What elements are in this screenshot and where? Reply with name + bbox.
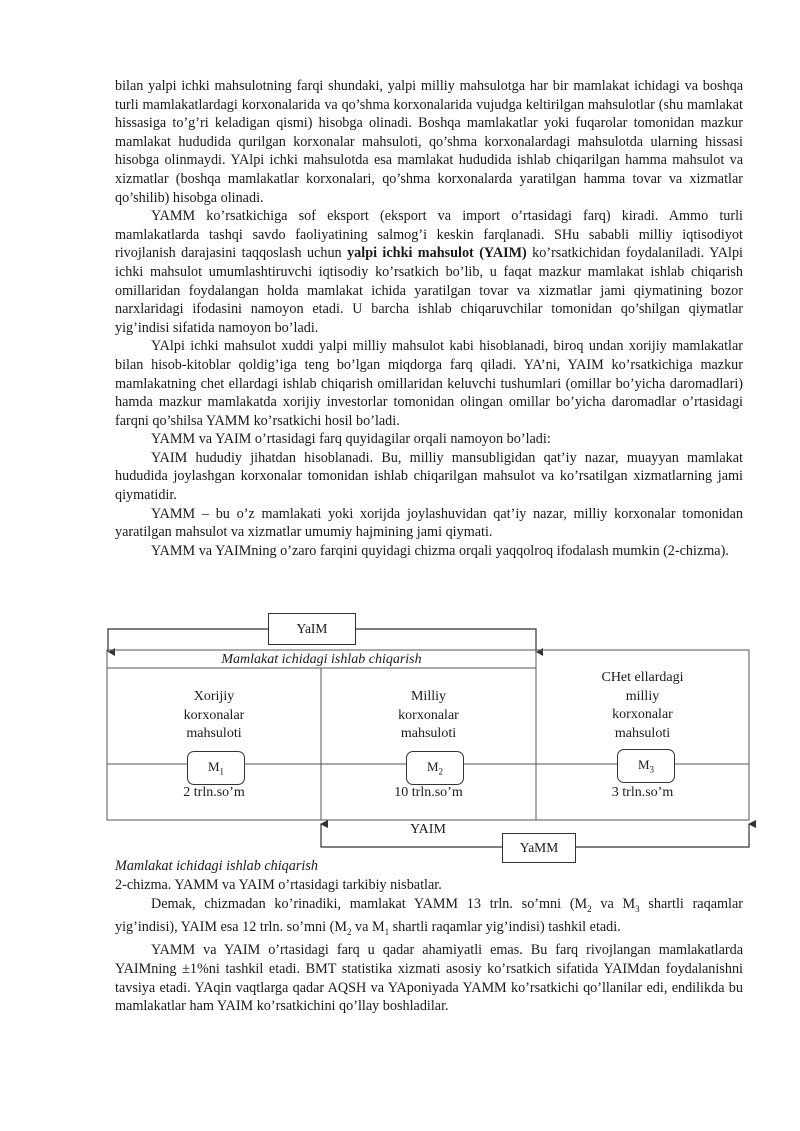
paragraph xyxy=(115,895,743,942)
paragraph-text: va M xyxy=(351,919,385,936)
m-label: M xyxy=(637,757,650,772)
paragraph: YAMM va YAIM o’rtasidagi farq quyidagilar orqali namoyon bo’ladi: xyxy=(151,431,551,448)
top-text-block xyxy=(115,77,743,560)
arrow-yaim-left xyxy=(108,629,268,652)
domestic-production-header: Mamlakat ichidagi ishlab chiqarish xyxy=(221,652,422,667)
paragraph: YAMM va YAIMning o’zaro farqini quyidagi chizma orqali yaqqolroq ifodalash mumkin (2-chizma). xyxy=(151,542,729,559)
m-subscript: 3 xyxy=(649,764,655,775)
bold-term: yalpi ichki mahsulot (YAIM) xyxy=(347,245,527,262)
paragraph: bilan yalpi ichki mahsulotning farqi shundaki, yalpi milliy mahsulotga har bir mamlakat ichidagi va boshqa turli mamlakatlardagi korxonalarida va qo’shma korxonalarida vujudga keltirilgan mahsulotlar (shu mamlakat hissasiga to’g’ri keladigan qismi) hisobga olinadi. Boshqa mamlakatlar yoki fuqarolar tomonidan mazkur mamlakat hududida qurilgan korxonalar mahsuloti, qo’shma korxonalardagi mahsulotda ularning hissasi hisobga olinmaydi. YAlpi ichki mahsulotda esa mamlakat hududida ishlab chiqarilgan hamma mahsulot va xizmatlar (boshqa mamlakatlar korxonalari, qo’shma korxonalarda yaratilgan hamma tovar va xizmatlar qo’shilib) hisobga olinadi. xyxy=(115,78,743,206)
column-national-enterprises xyxy=(321,688,536,744)
diagram-2 xyxy=(100,610,760,872)
diagram-footer-label: Mamlakat ichidagi ishlab chiqarish xyxy=(115,858,318,874)
column-label-line: Milliy xyxy=(410,689,446,704)
m2-box xyxy=(406,751,464,785)
subscript: 1 xyxy=(384,926,390,937)
m-subscript: 1 xyxy=(219,766,225,777)
subscript: 2 xyxy=(346,926,352,937)
paragraph-text: shartli raqamlar yig’indisi), YAIM esa 12 trln. so’mni (M xyxy=(115,895,743,936)
column-label-line: CHet ellardagi xyxy=(601,670,684,685)
paragraph-text: va M xyxy=(591,895,636,912)
paragraph xyxy=(115,207,743,337)
column-label-line: mahsuloti xyxy=(400,726,457,742)
m1-box xyxy=(187,751,245,785)
column-label-line: korxonalar xyxy=(612,707,673,723)
paragraph: YAlpi ichki mahsulot xuddi yalpi milliy mahsulot kabi hisoblanadi, biroq undan xorijiy mamlakatlar bilan hisob-kitoblar qoldig’iga teng bo’lgan miqdorga farq qiladi. YA’ni, YAIM ko’rsatkichiga mazkur mamlakatning chet ellardagi ishlab chiqarish omillaridan keluvchi tushumlari (omillar bo’yicha daromadlari) hamda mazkur mamlakatda xorijiy investorlar tomonidan olingan omillar bo’yicha daromadlar o’rtasidagi farqni qo’shilsa YAMM ko’rsatkichi hosil bo’ladi. xyxy=(115,338,743,429)
column-foreign-enterprises xyxy=(107,688,321,744)
m-subscript: 2 xyxy=(438,766,444,777)
column-label-line: mahsuloti xyxy=(614,725,671,741)
column-label-line: Xorijiy xyxy=(193,689,235,704)
m1-value: 2 trln.so’m xyxy=(183,785,245,800)
yaim-bottom-label: YAIM xyxy=(410,822,446,837)
m-label: M xyxy=(207,759,220,774)
paragraph: YAIM hududiy jihatdan hisoblanadi. Bu, milliy mansubligidan qat’iy nazar, muayyan mamlakat hududida joylashgan korxonalar tomonidan ishlab chiqarilgan mahsulot va ko’rsatilgan xizmatlarning jami qiymatidir. xyxy=(115,449,743,504)
bottom-text-block xyxy=(115,876,743,1016)
m3-value: 3 trln.so’m xyxy=(611,785,674,800)
yamm-bottom-box: YaMM xyxy=(502,833,576,863)
paragraph-text: shartli raqamlar yig’indisi) tashkil etadi. xyxy=(389,919,621,936)
m-label: M xyxy=(426,759,439,774)
figure-caption: 2-chizma. YAMM va YAIM o’rtasidagi tarkibiy nisbatlar. xyxy=(115,877,442,893)
paragraph: YAMM – bu o’z mamlakati yoki xorijda joylashuvidan qat’iy nazar, milliy korxonalar tomonidan yaratilgan mahsulot va xizmatlar umumiy hajmining jami qiymati. xyxy=(115,505,743,541)
arrow-yamm-right xyxy=(576,824,749,847)
m3-box xyxy=(617,749,675,783)
column-label-line: mahsuloti xyxy=(186,726,242,742)
yaim-top-box: YaIM xyxy=(268,613,356,645)
column-label-line: korxonalar xyxy=(183,707,245,723)
subscript: 3 xyxy=(635,903,640,914)
m2-value: 10 trln.so’m xyxy=(394,785,463,800)
subscript: 2 xyxy=(587,903,592,914)
column-label-line: milliy xyxy=(625,688,660,704)
paragraph-text: YAMM ko’rsatkichiga sof eksport (eksport va import o’rtasidagi farq) kiradi. Ammo turli mamlakatlarda tashqi savdo faoliyatining salmog’i keskin farqlanadi. SHu sababli milliy iqtisodiyot rivojlanish darajasini taqqoslash uchun xyxy=(115,208,743,262)
arrow-yaim-right xyxy=(356,629,536,652)
paragraph: YAMM va YAIM o’rtasidagi farq u qadar ahamiyatli emas. Bu farq rivojlangan mamlakatlarda YAIMning ±1%ni tashkil etadi. BMT statistika xizmati asosiy ko’rsatkich sifatida YAIMdan foydalanishni tavsiya etadi. YAqin vaqtlarga qadar AQSH va YAponiyada YAMM ko’rsatkichi qo’llanilar edi, endilikda bu mamlakatlar ham YAIM ko’rsatkichini qo’llay boshladilar. xyxy=(115,942,743,1015)
paragraph-text: ko’rsatkichidan foydalaniladi. YAlpi ichki mahsulot umumlashtiruvchi iqtisodiy ko’rsatkich bo’lib, u faqat mazkur mamlakat ishlab chiqarish omillaridan foydalangan holda mamlakat ichida yaratilgan tovar va xizmatlar jami qiymatining bozor narxlaridagi ifodasini namoyon etadi. U barcha ishlab chiqaruvchilar tomonidan qo’shilgan qiymatlar yig’indisi sifatida namoyon bo’ladi. xyxy=(115,245,744,336)
column-label-line: korxonalar xyxy=(398,707,459,723)
column-abroad-national-enterprises xyxy=(536,669,749,743)
paragraph-text: Demak, chizmadan ko’rinadiki, mamlakat YAMM 13 trln. so’mni (M xyxy=(151,895,588,912)
